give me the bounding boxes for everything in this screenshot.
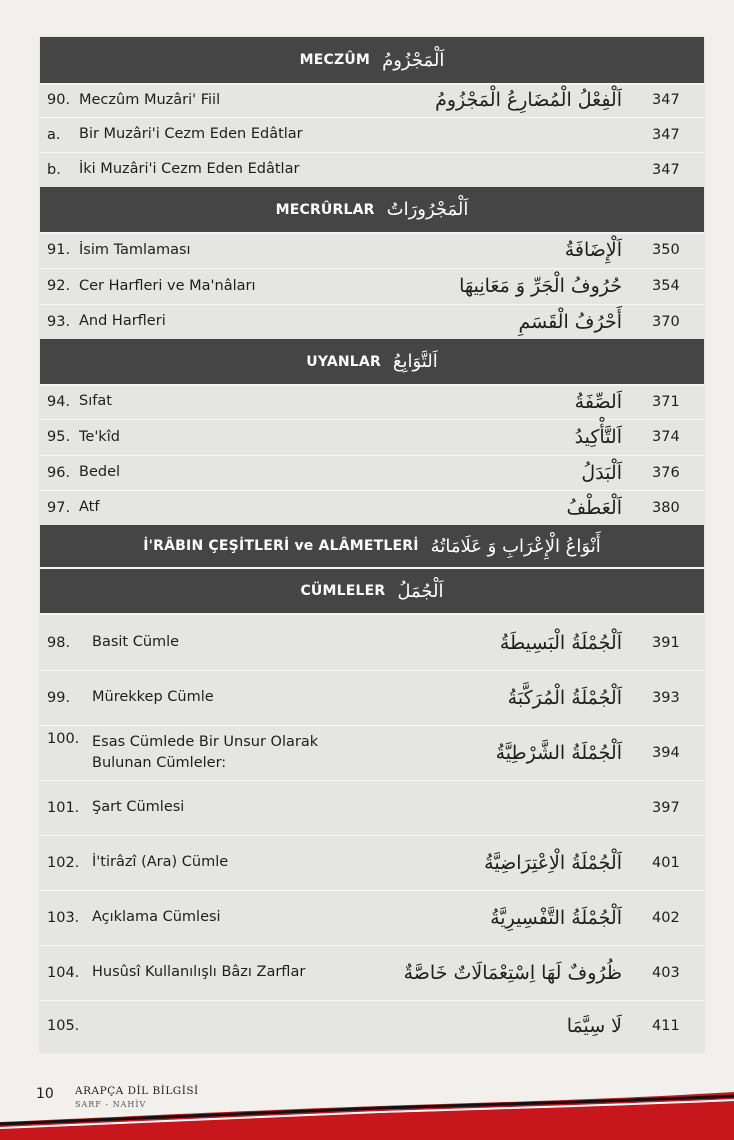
entry-arabic: اَلْفِعْلُ الْمُضَارِعُ الْمَجْزُومُ [435, 89, 622, 111]
entry-arabic: أَحْرُفُ الْقَسَمِ [518, 310, 622, 333]
entry-title: Sıfat [79, 393, 112, 409]
section-header-irab [40, 525, 704, 569]
entry-title: Basit Cümle [92, 634, 180, 650]
entry-title: Atf [79, 499, 100, 515]
entry-arabic: حُرُوفُ الْجَرِّ وَ مَعَانِيهَا [459, 275, 622, 297]
entry-number: 104. [47, 964, 80, 981]
toc-entry[interactable] [40, 419, 704, 456]
entry-page: 402 [652, 909, 680, 926]
entry-page: 347 [652, 126, 680, 143]
entry-title: İki Muzâri'i Cezm Eden Edâtlar [79, 161, 300, 177]
entry-number: 93. [47, 313, 71, 330]
toc-entry[interactable] [40, 670, 704, 726]
entry-title: Mürekkep Cümle [92, 689, 214, 705]
entry-arabic: اَلْإِضَافَةُ [564, 239, 622, 261]
section-header-mecrurlar [40, 187, 704, 234]
entry-number: 94. [47, 393, 71, 410]
toc-entry[interactable] [40, 1000, 704, 1052]
entry-arabic: اَلْعَطْفُ [566, 496, 622, 519]
entry-number: 98. [47, 634, 71, 651]
entry-arabic: لَا سِيَّمَا [566, 1015, 622, 1037]
section-title: CÜMLELER [300, 583, 386, 599]
book-title [75, 1085, 199, 1111]
toc-entry[interactable] [40, 232, 704, 269]
section-arabic-title: أَنْوَاعُ الْإِعْرَابِ وَ عَلَامَاتُهُ [430, 535, 601, 557]
entry-title: Te'kîd [79, 428, 120, 445]
entry-title: Şart Cümlesi [92, 799, 185, 815]
section-arabic-title: اَلْمَجْزُومُ [382, 49, 445, 71]
entry-page: 350 [652, 242, 680, 258]
entry-page: 347 [652, 92, 680, 108]
section-title: MECZÛM [299, 52, 371, 68]
entry-number: a. [47, 126, 61, 143]
entry-title: Bedel [79, 464, 121, 480]
entry-page: 397 [652, 799, 680, 816]
entry-number: 90. [47, 92, 71, 108]
entry-number: 92. [47, 278, 71, 294]
entry-title: Esas Cümlede Bir Unsur Olarak Bulunan Cümleler: [92, 733, 319, 771]
entry-page: 401 [652, 854, 680, 871]
entry-number: 97. [47, 499, 71, 516]
section-arabic-title: اَلْجُمَلُ [397, 580, 444, 602]
entry-page: 391 [652, 634, 680, 651]
entry-title: Meczûm Muzâri' Fiil [79, 91, 221, 108]
toc-entry[interactable] [40, 83, 704, 118]
entry-number: 105. [47, 1018, 80, 1034]
entry-page: 403 [652, 964, 680, 981]
entry-number: 103. [47, 909, 80, 926]
page-number: 10 [36, 1086, 54, 1102]
entry-title: And Harfleri [79, 313, 166, 329]
entry-page: 411 [652, 1018, 680, 1034]
entry-title: Husûsî Kullanılışlı Bâzı Zarflar [92, 964, 306, 980]
entry-arabic: اَلْجُمْلَةُ التَّفْسِيرِيَّةُ [490, 906, 622, 929]
section-header-uyanlar [40, 339, 704, 386]
section-title: İ'RÂBIN ÇEŞİTLERİ ve ALÂMETLERİ [143, 538, 419, 554]
toc-entry[interactable] [40, 945, 704, 1001]
entry-title: İ'tirâzî (Ara) Cümle [92, 854, 229, 870]
toc-entry[interactable] [40, 725, 704, 781]
toc-entry[interactable] [40, 490, 704, 526]
toc-entry[interactable] [40, 615, 704, 671]
entry-page: 376 [652, 464, 680, 481]
toc-entry[interactable] [40, 890, 704, 946]
entry-arabic: اَلْجُمْلَةُ الشَّرْطِيَّةُ [495, 741, 622, 764]
entry-page: 347 [652, 161, 680, 178]
toc-entry[interactable] [40, 384, 704, 420]
toc-entry[interactable] [40, 268, 704, 305]
section-title: MECRÛRLAR [275, 201, 375, 218]
entry-number: b. [47, 161, 61, 178]
entry-page: 371 [652, 393, 680, 410]
entry-arabic: اَلْجُمْلَةُ الْبَسِيطَةُ [499, 631, 622, 654]
entry-number: 101. [47, 799, 80, 816]
entry-arabic: اَلتَّأْكِيدُ [574, 426, 622, 448]
entry-number: 102. [47, 854, 80, 871]
section-arabic-title: اَلتَّوَابِعُ [392, 351, 438, 372]
entry-number: 99. [47, 689, 71, 706]
entry-page: 374 [652, 429, 680, 445]
section-header-cumleler [40, 569, 704, 615]
entry-arabic: اَلْبَدَلُ [581, 461, 622, 484]
book-title-main: ARAPÇA DİL BİLGİSİ [75, 1085, 199, 1097]
entry-arabic: اَلصِّفَةُ [574, 390, 622, 413]
toc-entry[interactable] [40, 117, 704, 153]
entry-title: Cer Harfleri ve Ma'nâları [79, 277, 256, 294]
entry-arabic: اَلْجُمْلَةُ الْاِعْتِرَاضِيَّةُ [484, 851, 622, 874]
entry-number: 95. [47, 429, 71, 445]
entry-arabic: ظُرُوفٌ لَهَا اِسْتِعْمَالَاتٌ خَاصَّةٌ [403, 961, 622, 984]
section-header-meczum [40, 37, 704, 85]
entry-number: 96. [47, 464, 71, 481]
entry-title: Bir Muzâri'i Cezm Eden Edâtlar [79, 126, 303, 142]
entry-title: Açıklama Cümlesi [92, 909, 221, 925]
toc-entry[interactable] [40, 455, 704, 491]
entry-title: İsim Tamlaması [79, 241, 191, 258]
entry-page: 354 [652, 278, 680, 294]
book-subtitle: SARF - NAHİV [75, 1100, 147, 1109]
entry-page: 370 [652, 313, 680, 330]
section-arabic-title: اَلْمَجْرُورَاتُ [386, 199, 469, 220]
entry-arabic: اَلْجُمْلَةُ الْمُرَكَّبَةُ [507, 686, 622, 709]
table-of-contents [40, 37, 704, 1052]
toc-entry[interactable] [40, 152, 704, 188]
toc-entry[interactable] [40, 304, 704, 340]
toc-entry[interactable] [40, 780, 704, 836]
entry-page: 380 [652, 499, 680, 516]
entry-number: 100. [47, 731, 80, 747]
entry-page: 393 [652, 689, 680, 706]
entry-number: 91. [47, 242, 71, 258]
section-title: UYANLAR [306, 353, 381, 370]
entry-page: 394 [652, 744, 680, 761]
toc-entry[interactable] [40, 835, 704, 891]
